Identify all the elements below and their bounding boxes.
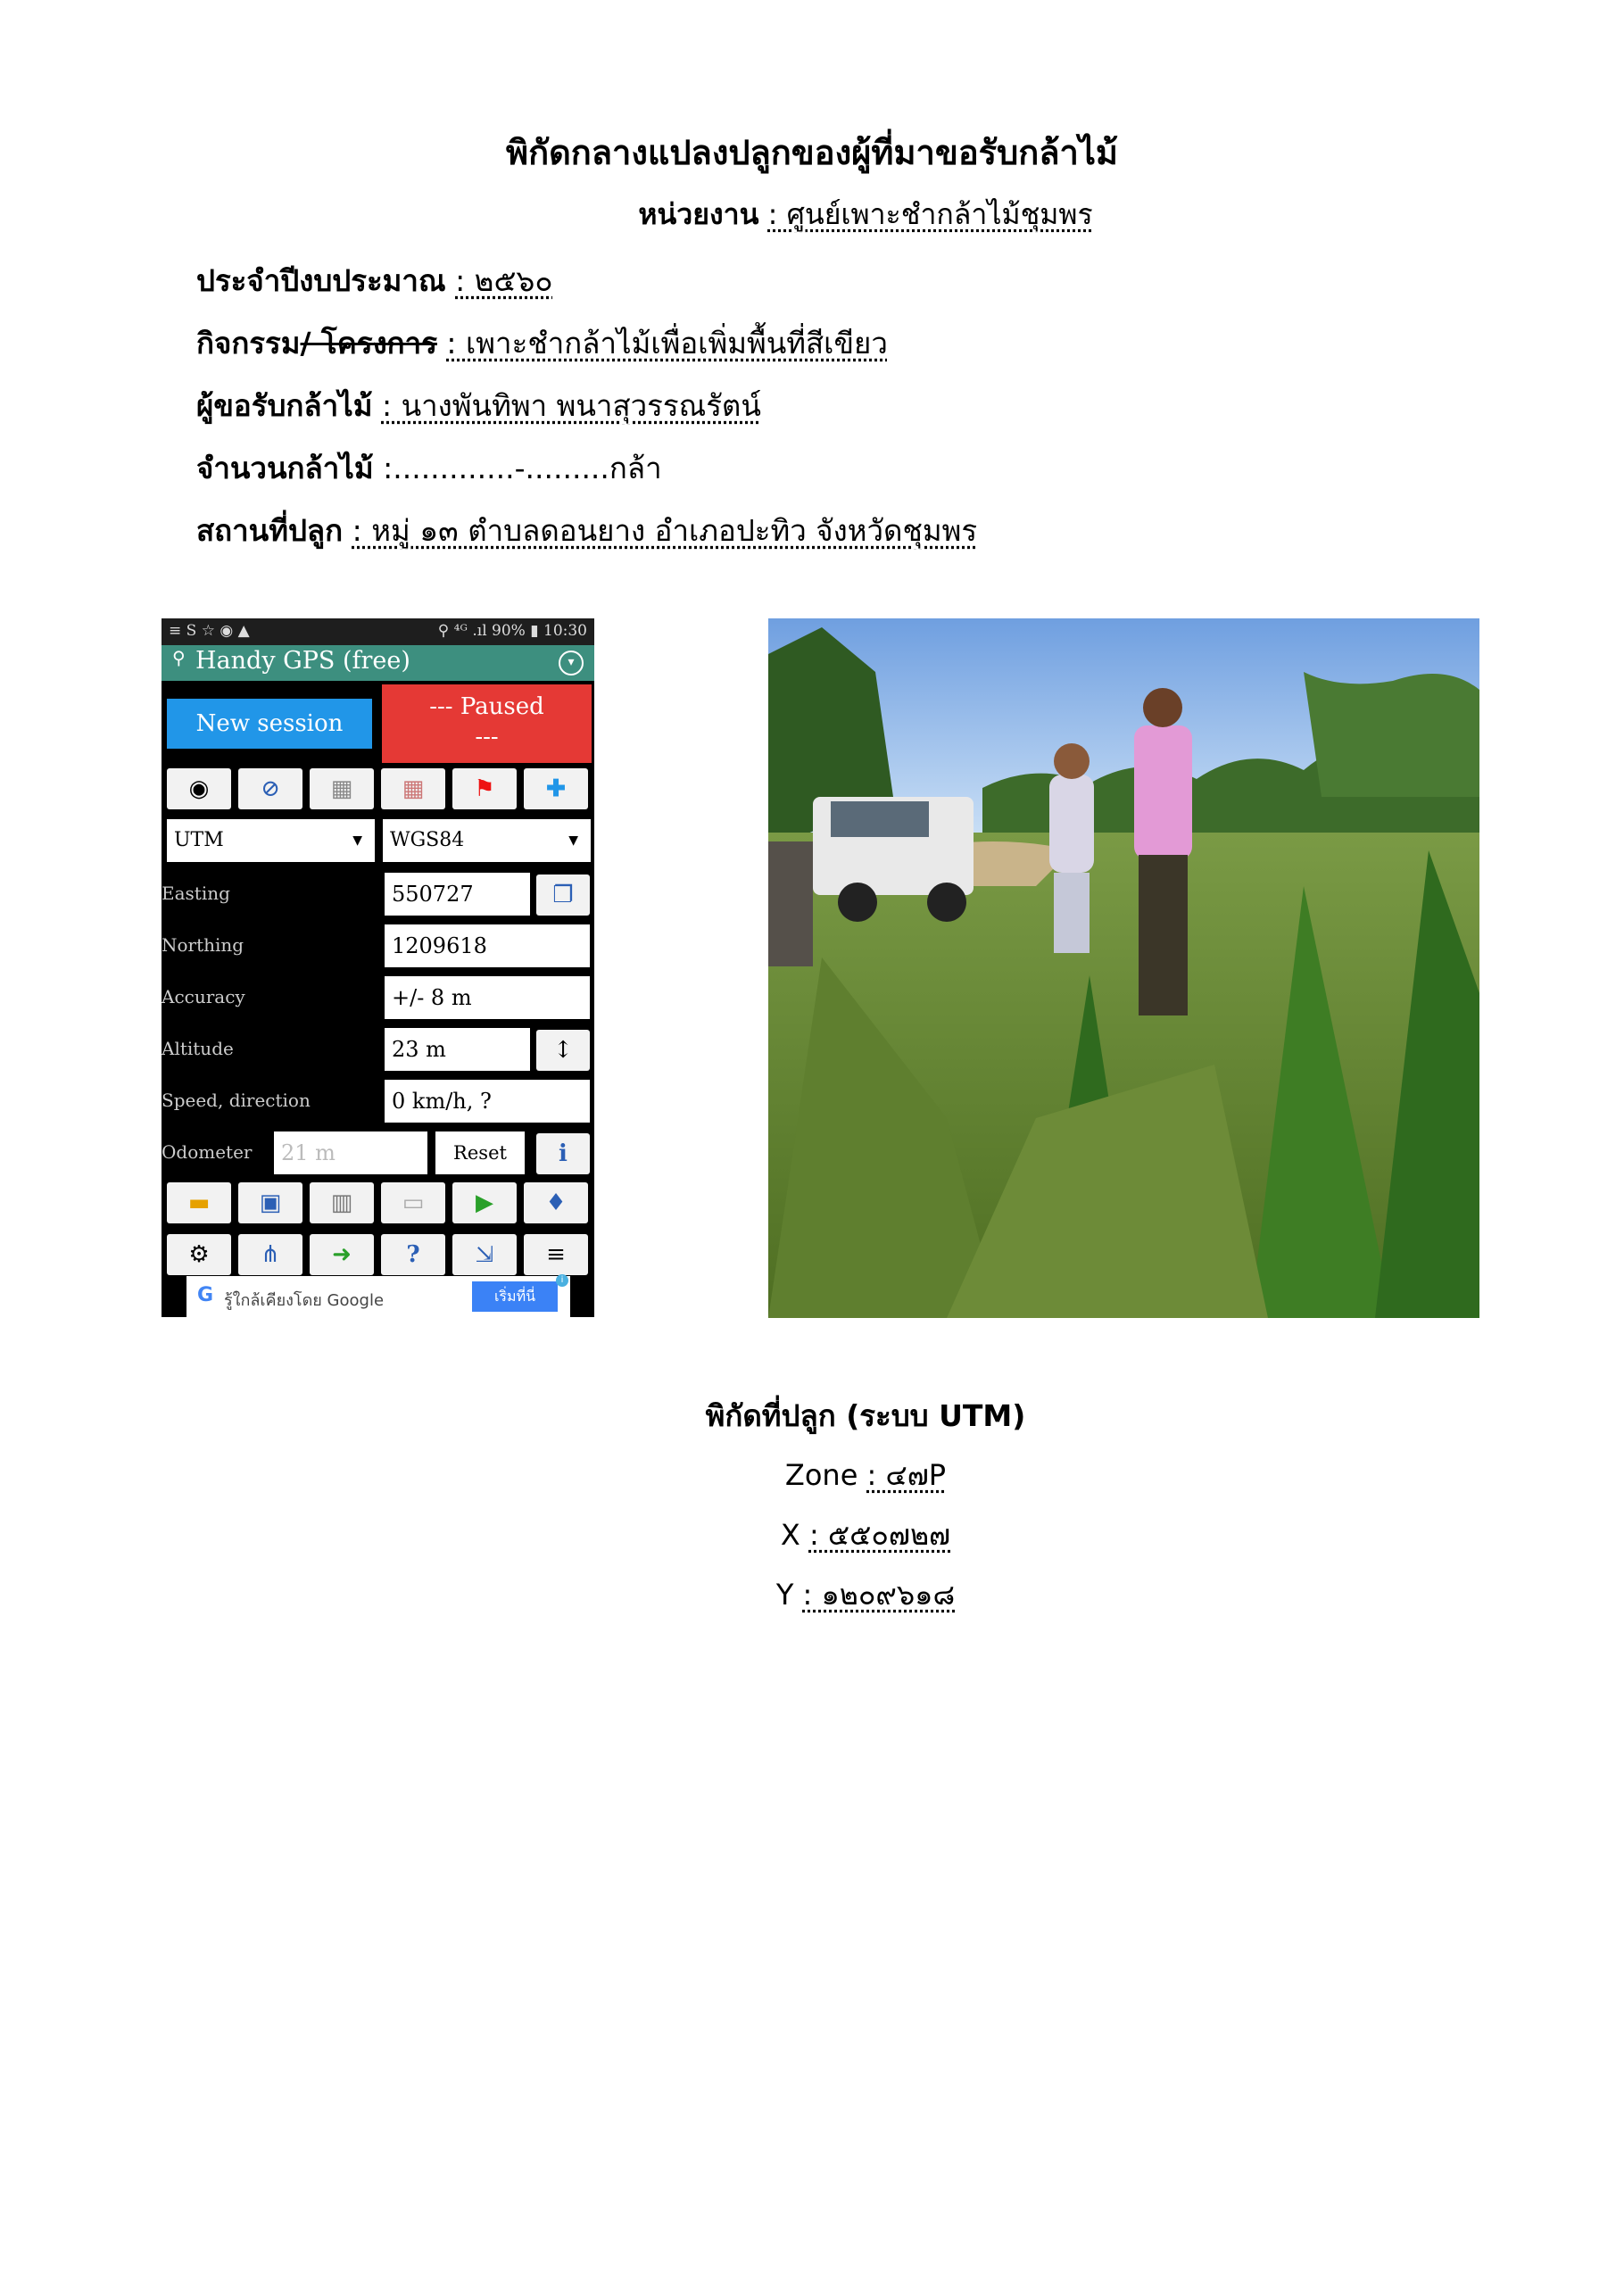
- planting-location-label: สถานที่ปลูก: [196, 513, 344, 548]
- agency-value: : ศูนย์เพาะชำกล้าไม้ชุมพร: [767, 197, 1093, 231]
- speed-direction-field[interactable]: 0 km/h, ?: [385, 1080, 590, 1123]
- locate-icon[interactable]: ◉: [167, 768, 231, 809]
- menu-dropdown-icon[interactable]: ▾: [559, 651, 584, 676]
- flashlight-icon[interactable]: ♦: [524, 1182, 588, 1223]
- northing-field[interactable]: 1209618: [385, 924, 590, 967]
- altitude-label: Altitude: [162, 1038, 234, 1059]
- project-label-struck: / โครงการ: [300, 326, 437, 361]
- activity-value: : เพาะชำกล้าไม้เพื่อเพิ่มพื้นที่สีเขียว: [446, 326, 888, 361]
- paused-dashes: ---: [475, 724, 499, 750]
- chevron-down-icon: ▼: [568, 833, 578, 848]
- google-ad-banner[interactable]: [186, 1276, 570, 1317]
- ad-info-icon[interactable]: i: [556, 1274, 568, 1287]
- add-icon[interactable]: ✚: [524, 768, 588, 809]
- exit-icon[interactable]: ⇲: [452, 1234, 517, 1275]
- flag-icon[interactable]: ⚑: [452, 768, 517, 809]
- play-icon[interactable]: ▶: [452, 1182, 517, 1223]
- map-icon[interactable]: ▦: [310, 768, 374, 809]
- x-label: X: [780, 1518, 800, 1552]
- easting-label: Easting: [162, 883, 230, 904]
- phone-status-bar: [162, 618, 594, 645]
- activity-row: [196, 319, 888, 367]
- hamburger-menu-icon[interactable]: ≡: [524, 1234, 588, 1275]
- odometer-field[interactable]: 21 m: [274, 1131, 427, 1174]
- app-title: Handy GPS (free): [195, 647, 410, 675]
- new-session-button[interactable]: New session: [167, 699, 372, 749]
- planting-location-row: [196, 507, 977, 554]
- datum-select[interactable]: [383, 819, 591, 862]
- paused-label: --- Paused: [429, 693, 544, 720]
- compass-icon[interactable]: ⊘: [238, 768, 302, 809]
- coord-system-select[interactable]: [167, 819, 375, 862]
- utm-coordinates-title: พิกัดที่ปลูก (ระบบ UTM): [705, 1398, 1026, 1433]
- planting-location-value: : หมู่ ๑๓ ตำบลดอนยาง อำเภอปะทิว จังหวัดชุมพร: [352, 513, 978, 548]
- google-logo-icon: G: [197, 1284, 214, 1306]
- accuracy-field[interactable]: +/- 8 m: [385, 976, 590, 1019]
- seedling-count-value: :.............-.........: [383, 451, 609, 485]
- folder-icon[interactable]: ▬: [167, 1182, 231, 1223]
- fiscal-year-value: : ๒๕๖๐: [455, 263, 553, 298]
- save-icon[interactable]: ▣: [238, 1182, 302, 1223]
- fiscal-year-row: [196, 257, 553, 304]
- fiscal-year-label: ประจำปีงบประมาณ: [196, 263, 446, 298]
- trash-icon[interactable]: ▥: [310, 1182, 374, 1223]
- datum-value: WGS84: [390, 829, 465, 851]
- field-photo-drawing: [768, 618, 1479, 1318]
- reset-button[interactable]: Reset: [435, 1131, 525, 1174]
- zone-row: [0, 1453, 1624, 1498]
- field-photo: [768, 618, 1479, 1318]
- x-coordinate-row: [0, 1513, 1624, 1558]
- document-title: พิกัดกลางแปลงปลูกของผู้ที่มาขอรับกล้าไม้: [506, 133, 1118, 172]
- paused-button[interactable]: [382, 684, 592, 763]
- accuracy-label: Accuracy: [162, 986, 245, 1007]
- zone-value: : ๔๗P: [866, 1458, 947, 1492]
- info-icon[interactable]: i: [536, 1133, 590, 1174]
- walker-icon: ⚲: [172, 647, 186, 668]
- app-header: [162, 645, 594, 681]
- settings-icon[interactable]: ⚙: [167, 1234, 231, 1275]
- altitude-swap-icon[interactable]: ↕: [536, 1030, 590, 1071]
- activity-label: กิจกรรม: [196, 326, 301, 361]
- status-icons-left: ≡ S ☆ ◉ ▲: [169, 622, 250, 640]
- northing-label: Northing: [162, 934, 244, 956]
- zone-label: Zone: [784, 1458, 858, 1492]
- network-icon[interactable]: ⋔: [238, 1234, 302, 1275]
- ad-text: รู้ใกล้เคียงโดย Google: [224, 1291, 385, 1310]
- speed-direction-label: Speed, direction: [162, 1090, 311, 1111]
- coord-system-value: UTM: [174, 829, 224, 851]
- y-value: : ๑๒๐๙๖๑๘: [802, 1578, 956, 1612]
- help-icon[interactable]: ?: [381, 1234, 445, 1275]
- chevron-down-icon: ▼: [352, 833, 362, 848]
- y-coordinate-row: [0, 1572, 1624, 1618]
- altitude-field[interactable]: 23 m: [385, 1028, 530, 1071]
- camera-icon[interactable]: ▭: [381, 1182, 445, 1223]
- seedling-count-row: [196, 444, 662, 492]
- odometer-label: Odometer: [162, 1141, 253, 1163]
- recipient-value: : นางพันทิพา พนาสุวรรณรัตน์: [381, 388, 761, 423]
- map-color-icon[interactable]: ▦: [381, 768, 445, 809]
- agency-line: [0, 192, 1624, 237]
- y-label: Y: [775, 1578, 794, 1612]
- recipient-label: ผู้ขอรับกล้าไม้: [196, 388, 373, 423]
- copy-icon[interactable]: ❐: [536, 874, 590, 916]
- x-value: : ๕๕๐๗๒๗: [808, 1518, 951, 1552]
- seedling-count-unit: กล้า: [609, 451, 662, 485]
- ad-start-button[interactable]: เริ่มที่นี่: [472, 1281, 558, 1312]
- gps-app-screenshot: [162, 618, 594, 1317]
- route-icon[interactable]: ➜: [310, 1234, 374, 1275]
- easting-field[interactable]: 550727: [385, 873, 530, 916]
- recipient-row: [196, 382, 761, 429]
- seedling-count-label: จำนวนกล้าไม้: [196, 451, 374, 485]
- agency-label: หน่วยงาน: [638, 197, 759, 231]
- status-icons-right: ⚲ ⁴ᴳ .ıl 90% ▮ 10:30: [437, 622, 587, 640]
